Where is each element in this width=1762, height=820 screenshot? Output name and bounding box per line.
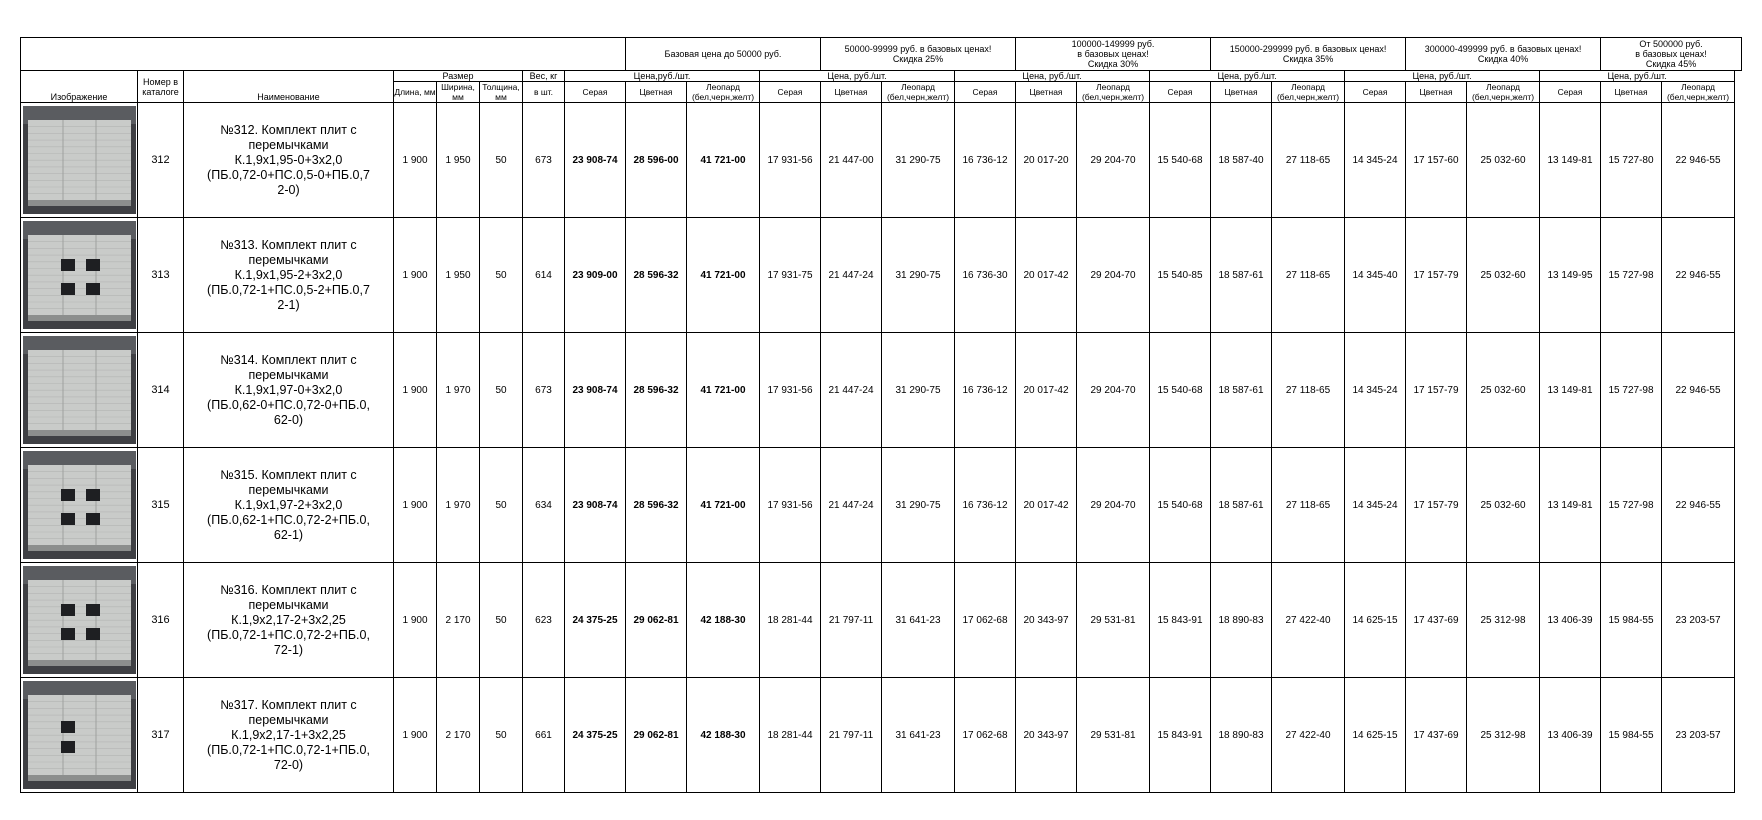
- price-value: 20 343-97: [1016, 563, 1077, 678]
- thickness-value: 50: [480, 103, 523, 218]
- price-value: 21 447-24: [821, 218, 882, 333]
- price-value: 14 625-15: [1345, 678, 1406, 793]
- price-group-line: Скидка 30%: [1087, 59, 1139, 69]
- price-value: 23 908-74: [565, 103, 626, 218]
- slab-edge: [28, 315, 131, 321]
- slab-edge: [28, 200, 131, 206]
- product-name-line: №316. Комплект плит с: [220, 582, 357, 597]
- price-value: 17 437-69: [1406, 563, 1467, 678]
- price-group-header: [1601, 38, 1742, 71]
- product-name-line: 2-0): [277, 182, 300, 197]
- length-value: 1 900: [394, 218, 437, 333]
- price-value: 21 797-11: [821, 678, 882, 793]
- price-group-line: Скидка 25%: [892, 54, 944, 64]
- weight-value: 634: [523, 448, 565, 563]
- width-value: 2 170: [437, 678, 480, 793]
- slab-opening: [61, 513, 75, 525]
- header-length: Длина, мм: [394, 82, 437, 103]
- price-value: 23 203-57: [1662, 678, 1735, 793]
- header-weight: Вес, кг: [523, 71, 565, 82]
- product-name-line: 62-1): [273, 527, 304, 542]
- price-group-line: 100000-149999 руб.: [1071, 39, 1155, 49]
- table-row: [21, 218, 1742, 333]
- price-value: 17 157-60: [1406, 103, 1467, 218]
- price-unit-header: Цена, руб./шт.: [955, 71, 1150, 82]
- price-value: 25 032-60: [1467, 103, 1540, 218]
- header-row-groups: [21, 38, 1742, 71]
- header-color-leopard: Леопард (бел,черн,желт): [1662, 82, 1735, 103]
- price-group-header: [626, 38, 821, 71]
- product-name-line: перемычками: [248, 597, 329, 612]
- catalog-number: 315: [138, 448, 184, 563]
- header-color-leopard: Леопард (бел,черн,желт): [1077, 82, 1150, 103]
- price-value: 14 345-24: [1345, 103, 1406, 218]
- price-value: 17 157-79: [1406, 333, 1467, 448]
- product-name-line: перемычками: [248, 367, 329, 382]
- weight-value: 673: [523, 103, 565, 218]
- header-color-colored: Цветная: [626, 82, 687, 103]
- price-value: 21 797-11: [821, 563, 882, 678]
- price-value: 15 984-55: [1601, 563, 1662, 678]
- price-value: 18 587-61: [1211, 218, 1272, 333]
- width-value: 1 950: [437, 218, 480, 333]
- price-value: 31 290-75: [882, 218, 955, 333]
- slab-opening: [86, 628, 100, 640]
- price-group-header: [821, 38, 1016, 71]
- weight-value: 614: [523, 218, 565, 333]
- slab-photo: [23, 221, 136, 329]
- price-value: 27 422-40: [1272, 563, 1345, 678]
- image-cell: [21, 103, 138, 218]
- table-row: [21, 333, 1742, 448]
- price-value: 17 931-75: [760, 218, 821, 333]
- table-row: [21, 563, 1742, 678]
- product-name-line: К.1,9х2,17-2+3х2,25: [231, 612, 346, 627]
- price-value: 22 946-55: [1662, 218, 1735, 333]
- width-value: 1 970: [437, 333, 480, 448]
- width-value: 1 970: [437, 448, 480, 563]
- product-name-line: перемычками: [248, 137, 329, 152]
- thickness-value: 50: [480, 563, 523, 678]
- slab-edge: [28, 545, 131, 551]
- price-value: 29 204-70: [1077, 103, 1150, 218]
- slab-opening: [61, 283, 75, 295]
- price-group-line: Базовая цена до 50000 руб.: [664, 49, 782, 59]
- price-value: 29 062-81: [626, 678, 687, 793]
- header-weight-unit: в шт.: [523, 82, 565, 103]
- price-value: 14 345-24: [1345, 333, 1406, 448]
- slab-photo: [23, 566, 136, 674]
- product-name-line: (ПБ.0,72-0+ПС.0,5-0+ПБ.0,7: [207, 167, 370, 182]
- product-name-line: К.1,9х1,95-2+3х2,0: [234, 267, 343, 282]
- product-name: [184, 448, 394, 563]
- slab-edge: [28, 775, 131, 781]
- slab-opening: [86, 489, 100, 501]
- price-unit-header: Цена, руб./шт.: [1345, 71, 1540, 82]
- price-value: 29 062-81: [626, 563, 687, 678]
- price-value: 18 890-83: [1211, 678, 1272, 793]
- product-name-line: перемычками: [248, 252, 329, 267]
- price-value: 13 149-81: [1540, 103, 1601, 218]
- price-value: 15 540-68: [1150, 333, 1211, 448]
- header-blank: [21, 38, 626, 71]
- product-name-line: (ПБ.0,72-1+ПС.0,5-2+ПБ.0,7: [207, 282, 370, 297]
- price-value: 21 447-24: [821, 448, 882, 563]
- product-name-line: (ПБ.0,62-1+ПС.0,72-2+ПБ.0,: [207, 512, 370, 527]
- product-name-line: 62-0): [273, 412, 304, 427]
- product-name-line: перемычками: [248, 712, 329, 727]
- header-color-colored: Цветная: [1406, 82, 1467, 103]
- price-value: 17 062-68: [955, 563, 1016, 678]
- header-image: Изображение: [21, 71, 138, 103]
- slab-opening: [61, 628, 75, 640]
- product-name-line: №317. Комплект плит с: [220, 697, 357, 712]
- slab-opening: [61, 489, 75, 501]
- price-value: 41 721-00: [687, 103, 760, 218]
- header-color-leopard: Леопард (бел,черн,желт): [687, 82, 760, 103]
- thickness-value: 50: [480, 678, 523, 793]
- price-value: 16 736-12: [955, 103, 1016, 218]
- price-value: 27 118-65: [1272, 103, 1345, 218]
- product-name-line: №313. Комплект плит с: [220, 237, 357, 252]
- price-value: 42 188-30: [687, 563, 760, 678]
- thickness-value: 50: [480, 218, 523, 333]
- price-value: 13 149-81: [1540, 333, 1601, 448]
- slab-photo: [23, 106, 136, 214]
- product-name: [184, 678, 394, 793]
- price-value: 29 204-70: [1077, 333, 1150, 448]
- header-color-leopard: Леопард (бел,черн,желт): [1467, 82, 1540, 103]
- price-group-header: [1406, 38, 1601, 71]
- price-value: 18 281-44: [760, 563, 821, 678]
- price-value: 17 062-68: [955, 678, 1016, 793]
- price-value: 28 596-32: [626, 333, 687, 448]
- length-value: 1 900: [394, 333, 437, 448]
- price-value: 41 721-00: [687, 218, 760, 333]
- price-value: 41 721-00: [687, 333, 760, 448]
- slab-photo: [23, 681, 136, 789]
- price-group-line: в базовых ценах!: [1635, 49, 1707, 59]
- product-name-line: 2-1): [277, 297, 300, 312]
- product-name-line: 72-0): [273, 757, 304, 772]
- price-value: 27 118-65: [1272, 448, 1345, 563]
- thickness-value: 50: [480, 333, 523, 448]
- price-unit-header: Цена, руб./шт.: [760, 71, 955, 82]
- price-value: 14 625-15: [1345, 563, 1406, 678]
- price-value: 31 290-75: [882, 448, 955, 563]
- price-value: 18 587-61: [1211, 448, 1272, 563]
- price-value: 15 727-98: [1601, 448, 1662, 563]
- price-unit-header: Цена, руб./шт.: [1540, 71, 1735, 82]
- table-row: [21, 678, 1742, 793]
- price-value: 27 118-65: [1272, 333, 1345, 448]
- catalog-number: 312: [138, 103, 184, 218]
- price-group-line: Скидка 45%: [1645, 59, 1697, 69]
- header-thickness: Толщина, мм: [480, 82, 523, 103]
- price-value: 18 281-44: [760, 678, 821, 793]
- table-row: [21, 448, 1742, 563]
- length-value: 1 900: [394, 678, 437, 793]
- price-table: [20, 37, 1742, 793]
- price-value: 16 736-30: [955, 218, 1016, 333]
- slab-opening: [86, 513, 100, 525]
- price-value: 15 727-98: [1601, 333, 1662, 448]
- slab-opening: [61, 259, 75, 271]
- price-value: 13 406-39: [1540, 563, 1601, 678]
- price-value: 17 931-56: [760, 103, 821, 218]
- price-value: 13 406-39: [1540, 678, 1601, 793]
- weight-value: 673: [523, 333, 565, 448]
- header-color-colored: Цветная: [1211, 82, 1272, 103]
- price-value: 16 736-12: [955, 448, 1016, 563]
- image-cell: [21, 448, 138, 563]
- header-color-colored: Цветная: [821, 82, 882, 103]
- price-value: 18 587-61: [1211, 333, 1272, 448]
- image-cell: [21, 333, 138, 448]
- image-cell: [21, 563, 138, 678]
- header-color-gray: Серая: [1150, 82, 1211, 103]
- price-value: 20 017-42: [1016, 333, 1077, 448]
- header-color-gray: Серая: [1540, 82, 1601, 103]
- product-name-line: (ПБ.0,72-1+ПС.0,72-2+ПБ.0,: [207, 627, 370, 642]
- price-value: 17 157-79: [1406, 218, 1467, 333]
- product-name: [184, 103, 394, 218]
- header-width: Ширина, мм: [437, 82, 480, 103]
- price-value: 18 587-40: [1211, 103, 1272, 218]
- price-value: 13 149-95: [1540, 218, 1601, 333]
- price-value: 17 931-56: [760, 333, 821, 448]
- price-unit-header: Цена, руб./шт.: [1150, 71, 1345, 82]
- header-row-sub: [21, 71, 1742, 82]
- header-color-gray: Серая: [955, 82, 1016, 103]
- price-value: 24 375-25: [565, 563, 626, 678]
- price-group-header: [1016, 38, 1211, 71]
- price-group-line: в базовых ценах!: [1077, 49, 1149, 59]
- price-group-line: От 500000 руб.: [1639, 39, 1703, 49]
- price-value: 31 641-23: [882, 563, 955, 678]
- price-value: 23 908-74: [565, 448, 626, 563]
- price-value: 31 290-75: [882, 333, 955, 448]
- price-value: 28 596-32: [626, 218, 687, 333]
- price-value: 15 540-68: [1150, 103, 1211, 218]
- catalog-number: 316: [138, 563, 184, 678]
- product-name-line: (ПБ.0,62-0+ПС.0,72-0+ПБ.0,: [207, 397, 370, 412]
- slab-photo: [23, 336, 136, 444]
- price-value: 28 596-00: [626, 103, 687, 218]
- product-name: [184, 333, 394, 448]
- product-name-line: №312. Комплект плит с: [220, 122, 357, 137]
- weight-value: 661: [523, 678, 565, 793]
- price-value: 22 946-55: [1662, 103, 1735, 218]
- price-value: 17 437-69: [1406, 678, 1467, 793]
- slab-opening: [86, 259, 100, 271]
- weight-value: 623: [523, 563, 565, 678]
- product-name-line: К.1,9х1,95-0+3х2,0: [234, 152, 343, 167]
- price-value: 31 641-23: [882, 678, 955, 793]
- price-value: 15 984-55: [1601, 678, 1662, 793]
- header-color-gray: Серая: [760, 82, 821, 103]
- header-catalog: Номер в каталоге: [138, 71, 184, 103]
- length-value: 1 900: [394, 448, 437, 563]
- length-value: 1 900: [394, 103, 437, 218]
- price-value: 16 736-12: [955, 333, 1016, 448]
- price-value: 42 188-30: [687, 678, 760, 793]
- price-value: 29 204-70: [1077, 448, 1150, 563]
- width-value: 1 950: [437, 103, 480, 218]
- price-value: 21 447-24: [821, 333, 882, 448]
- header-color-leopard: Леопард (бел,черн,желт): [1272, 82, 1345, 103]
- price-value: 23 203-57: [1662, 563, 1735, 678]
- product-name-line: К.1,9х1,97-0+3х2,0: [234, 382, 343, 397]
- header-color-leopard: Леопард (бел,черн,желт): [882, 82, 955, 103]
- product-name-line: К.1,9х1,97-2+3х2,0: [234, 497, 343, 512]
- price-value: 25 032-60: [1467, 333, 1540, 448]
- price-group-line: Скидка 40%: [1477, 54, 1529, 64]
- header-color-gray: Серая: [1345, 82, 1406, 103]
- price-value: 31 290-75: [882, 103, 955, 218]
- product-name: [184, 218, 394, 333]
- price-group-line: 150000-299999 руб. в базовых ценах!: [1229, 44, 1387, 54]
- header-color-colored: Цветная: [1601, 82, 1662, 103]
- catalog-number: 317: [138, 678, 184, 793]
- price-value: 41 721-00: [687, 448, 760, 563]
- price-value: 28 596-32: [626, 448, 687, 563]
- price-value: 23 908-74: [565, 333, 626, 448]
- price-value: 15 540-85: [1150, 218, 1211, 333]
- table-row: [21, 103, 1742, 218]
- slab-edge: [28, 660, 131, 666]
- slab-opening: [61, 604, 75, 616]
- price-value: 20 017-42: [1016, 218, 1077, 333]
- price-value: 29 531-81: [1077, 563, 1150, 678]
- price-value: 22 946-55: [1662, 448, 1735, 563]
- price-value: 13 149-81: [1540, 448, 1601, 563]
- price-value: 29 204-70: [1077, 218, 1150, 333]
- image-cell: [21, 218, 138, 333]
- price-group-line: 300000-499999 руб. в базовых ценах!: [1424, 44, 1582, 54]
- product-name-line: 72-1): [273, 642, 304, 657]
- price-group-line: 50000-99999 руб. в базовых ценах!: [844, 44, 992, 54]
- width-value: 2 170: [437, 563, 480, 678]
- slab-opening: [61, 741, 75, 753]
- price-value: 20 017-20: [1016, 103, 1077, 218]
- price-value: 27 118-65: [1272, 218, 1345, 333]
- price-value: 15 727-98: [1601, 218, 1662, 333]
- slab-opening: [86, 283, 100, 295]
- price-value: 24 375-25: [565, 678, 626, 793]
- header-color-gray: Серая: [565, 82, 626, 103]
- price-group-line: Скидка 35%: [1282, 54, 1334, 64]
- price-value: 15 540-68: [1150, 448, 1211, 563]
- product-name-line: №314. Комплект плит с: [220, 352, 357, 367]
- price-value: 14 345-40: [1345, 218, 1406, 333]
- price-value: 18 890-83: [1211, 563, 1272, 678]
- price-value: 25 312-98: [1467, 563, 1540, 678]
- slab-edge: [28, 430, 131, 436]
- product-name-line: (ПБ.0,72-1+ПС.0,72-1+ПБ.0,: [207, 742, 370, 757]
- price-value: 20 343-97: [1016, 678, 1077, 793]
- product-name: [184, 563, 394, 678]
- price-value: 25 032-60: [1467, 218, 1540, 333]
- price-value: 25 312-98: [1467, 678, 1540, 793]
- product-name-line: перемычками: [248, 482, 329, 497]
- price-value: 15 727-80: [1601, 103, 1662, 218]
- price-value: 20 017-42: [1016, 448, 1077, 563]
- header-color-colored: Цветная: [1016, 82, 1077, 103]
- price-value: 25 032-60: [1467, 448, 1540, 563]
- slab-photo: [23, 451, 136, 559]
- price-value: 23 909-00: [565, 218, 626, 333]
- product-name-line: №315. Комплект плит с: [220, 467, 357, 482]
- catalog-number: 313: [138, 218, 184, 333]
- price-value: 15 843-91: [1150, 678, 1211, 793]
- price-unit-header: Цена,руб./шт.: [565, 71, 760, 82]
- price-value: 22 946-55: [1662, 333, 1735, 448]
- price-group-header: [1211, 38, 1406, 71]
- price-value: 21 447-00: [821, 103, 882, 218]
- catalog-number: 314: [138, 333, 184, 448]
- thickness-value: 50: [480, 448, 523, 563]
- price-value: 15 843-91: [1150, 563, 1211, 678]
- slab-opening: [61, 721, 75, 733]
- price-value: 17 157-79: [1406, 448, 1467, 563]
- price-value: 14 345-24: [1345, 448, 1406, 563]
- product-name-line: К.1,9х2,17-1+3х2,25: [231, 727, 346, 742]
- slab-opening: [86, 604, 100, 616]
- image-cell: [21, 678, 138, 793]
- header-size: Размер: [394, 71, 523, 82]
- price-value: 29 531-81: [1077, 678, 1150, 793]
- price-value: 27 422-40: [1272, 678, 1345, 793]
- price-value: 17 931-56: [760, 448, 821, 563]
- header-name: Наименование: [184, 71, 394, 103]
- length-value: 1 900: [394, 563, 437, 678]
